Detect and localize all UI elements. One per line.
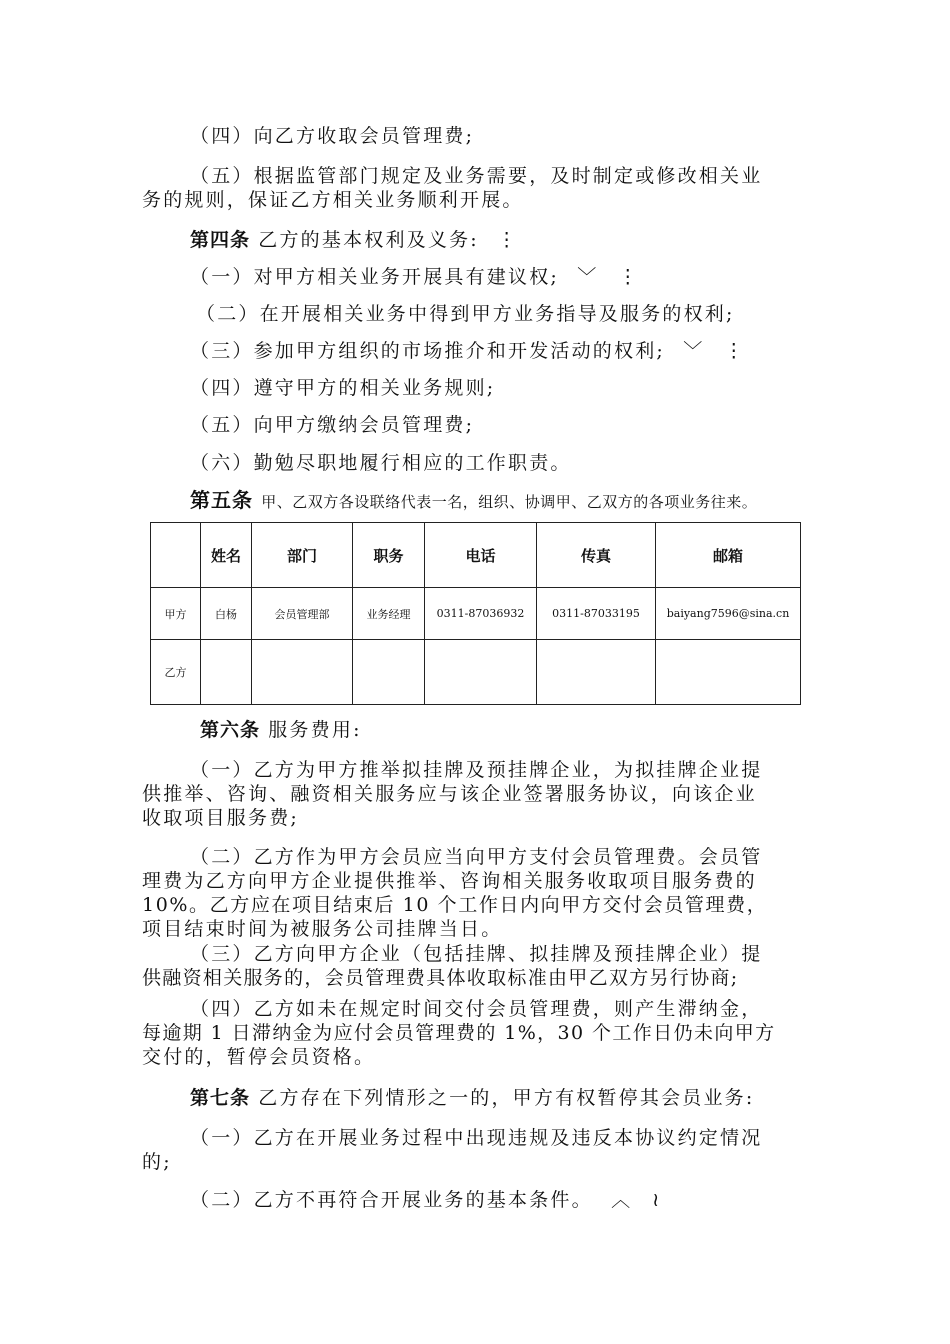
clause-6-2-line1: （二）乙方作为甲方会员应当向甲方支付会员管理费。会员管 <box>190 846 763 868</box>
clause-6-1-line3: 收取项目服务费; <box>142 807 300 829</box>
clause-4-1 <box>190 265 645 289</box>
clause-6-4-line2: 每逾期 1 日滞纳金为应付会员管理费的 1%，30 个工作日仍未向甲方 <box>142 1022 776 1044</box>
table-header-cell: 邮箱 <box>656 523 801 588</box>
table-header-cell: 电话 <box>425 523 537 588</box>
clause-6-2-line2: 理费为乙方向甲方企业提供推举、咨询相关服务收取项目服务费的 <box>142 870 757 892</box>
clause-4-4: （四）遵守甲方的相关业务规则; <box>190 377 496 399</box>
table-header-cell: 姓名 <box>201 523 252 588</box>
clause-6-2-line4: 项目结束时间为被服务公司挂牌当日。 <box>142 918 503 940</box>
clause-6-3-line2: 供融资相关服务的，会员管理费具体收取标准由甲乙双方另行协商; <box>142 967 739 989</box>
table-header-cell: 传真 <box>537 523 656 588</box>
table-row <box>151 588 801 640</box>
table-cell: 乙方 <box>151 640 201 705</box>
clause-4-3-mark: ﹀ ⋮ <box>683 340 752 362</box>
article-4-heading <box>190 228 524 252</box>
table-cell <box>353 640 425 705</box>
table-header-cell: 部门 <box>252 523 353 588</box>
table-header-cell <box>151 523 201 588</box>
contact-table <box>150 522 801 705</box>
table-cell: baiyang7596@sina.cn <box>656 588 801 640</box>
table-cell: 白杨 <box>201 588 252 640</box>
clause-6-1-line1: （一）乙方为甲方推举拟挂牌及预挂牌企业，为拟挂牌企业提 <box>190 759 763 781</box>
article-6-text: 服务费用: <box>268 719 362 741</box>
article-7-text: 乙方存在下列情形之一的，甲方有权暂停其会员业务: <box>258 1087 755 1109</box>
article-5-text: 甲、乙双方各设联络代表一名，组织、协调甲、乙双方的各项业务往来。 <box>261 493 758 511</box>
clause-4-2: （二）在开展相关业务中得到甲方业务指导及服务的权利; <box>196 303 735 325</box>
clause-7-2-text: （二）乙方不再符合开展业务的基本条件。 <box>190 1189 593 1211</box>
clause-4-3-text: （三）参加甲方组织的市场推介和开发活动的权利; <box>190 340 666 362</box>
table-header-cell: 职务 <box>353 523 425 588</box>
clause-7-1-line2: 的; <box>142 1151 172 1173</box>
table-cell <box>252 640 353 705</box>
article-7-heading <box>190 1086 754 1110</box>
table-cell <box>201 640 252 705</box>
clause-4-1-mark: ﹀ ⋮ <box>577 266 646 288</box>
clause-6-2-line3: 10%。乙方应在项目结束后 10 个工作日内向甲方交付会员管理费， <box>142 894 768 916</box>
clause-3-5-line1: （五）根据监管部门规定及业务需要，及时制定或修改相关业 <box>190 165 763 187</box>
table-row <box>151 640 801 705</box>
clause-6-4-line1: （四）乙方如未在规定时间交付会员管理费，则产生滞纳金， <box>190 998 763 1020</box>
article-5-title: 第五条 <box>190 488 253 512</box>
clause-6-4-line3: 交付的，暂停会员资格。 <box>142 1046 376 1068</box>
clause-4-5: （五）向甲方缴纳会员管理费; <box>190 414 475 436</box>
article-4-mark: ⋮ <box>497 229 525 251</box>
clause-7-2 <box>190 1188 667 1212</box>
clause-3-4: （四）向乙方收取会员管理费; <box>190 125 475 147</box>
table-cell <box>537 640 656 705</box>
table-cell: 0311-87033195 <box>537 588 656 640</box>
clause-4-3 <box>190 339 751 363</box>
clause-7-2-mark: ︿ ≀ <box>611 1189 668 1211</box>
article-7-title: 第七条 <box>190 1087 251 1109</box>
table-cell: 会员管理部 <box>252 588 353 640</box>
clause-6-1-line2: 供推举、咨询、融资相关服务应与该企业签署服务协议，向该企业 <box>142 783 757 805</box>
table-cell <box>656 640 801 705</box>
table-cell: 甲方 <box>151 588 201 640</box>
article-4-text: 乙方的基本权利及义务: <box>258 229 479 251</box>
article-5-heading <box>190 488 757 514</box>
article-6-heading <box>200 718 362 742</box>
article-4-title: 第四条 <box>190 229 251 251</box>
article-6-title: 第六条 <box>200 719 261 741</box>
clause-3-5-line2: 务的规则，保证乙方相关业务顺利开展。 <box>142 189 524 211</box>
table-cell: 业务经理 <box>353 588 425 640</box>
table-cell: 0311-87036932 <box>425 588 537 640</box>
table-header-row <box>151 523 801 588</box>
clause-4-1-text: （一）对甲方相关业务开展具有建议权; <box>190 266 560 288</box>
clause-4-6: （六）勤勉尽职地履行相应的工作职责。 <box>190 452 572 474</box>
clause-7-1-line1: （一）乙方在开展业务过程中出现违规及违反本协议约定情况 <box>190 1127 763 1149</box>
clause-6-3-line1: （三）乙方向甲方企业（包括挂牌、拟挂牌及预挂牌企业）提 <box>190 943 763 965</box>
table-cell <box>425 640 537 705</box>
